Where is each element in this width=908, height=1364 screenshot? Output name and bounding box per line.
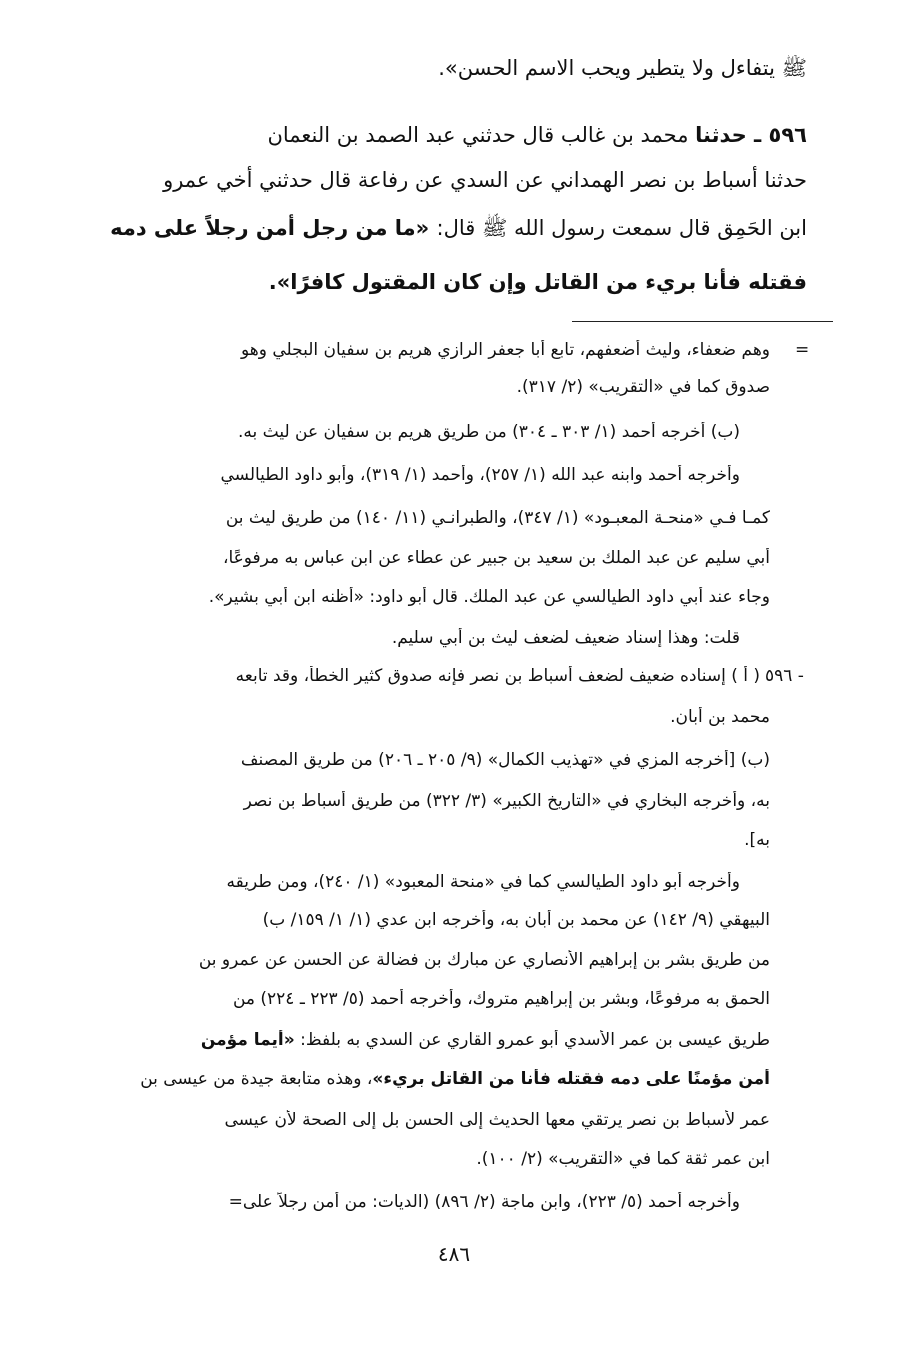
footnote-line: وجاء عند أبي داود الطيالسي عن عبد الملك. قال أبو داود: «أظنه ابن أبي بشير».	[208, 587, 770, 607]
footnote-line: أبي سليم عن عبد الملك بن سعيد بن جبير عن عطاء عن ابن عباس به مرفوعًا،	[222, 548, 770, 568]
footnote-line: كمـا فـي «منحـة المعبـود» (١/ ٣٤٧)، والطبرانـي (١١/ ١٤٠) من طريق ليث بن	[225, 508, 770, 528]
main-line-1	[70, 55, 807, 86]
footnote-line: الحمق به مرفوعًا، وبشر بن إبراهيم متروك، وأخرجه أحمد (٥/ ٢٢٣ ـ ٢٢٤) من	[232, 989, 770, 1009]
main-line-5	[70, 270, 807, 294]
footnote-line: عمر لأسباط بن نصر يرتقي معها الحديث إلى الحسن بل إلى الصحة لأن عيسى	[224, 1110, 770, 1130]
footnote-line: محمد بن أبان.	[670, 707, 770, 727]
hadith-number: ٥٩٦ ـ حدثنا	[695, 123, 807, 147]
main-line-text: ابن الحَمِق قال سمعت رسول الله ﷺ قال:	[436, 216, 807, 240]
footnote-line	[70, 1030, 770, 1050]
footnote-line: قلت: وهذا إسناد ضعيف لضعف ليث بن أبي سليم.	[391, 628, 740, 648]
main-line-3	[70, 168, 807, 192]
footnote-text: ، وهذه متابعة جيدة من عيسى بن	[140, 1069, 373, 1089]
footnote-line	[70, 1069, 770, 1089]
main-line-hadith	[70, 123, 807, 147]
footnote-line: وأخرجه أحمد وابنه عبد الله (١/ ٢٥٧)، وأحمد (١/ ٣١٩)، وأبو داود الطيالسي	[220, 465, 740, 485]
footnote-line: (ب) أخرجه أحمد (١/ ٣٠٣ ـ ٣٠٤) من طريق هريم بن سفيان عن ليث به.	[238, 422, 740, 442]
hadith-quote: «ما من رجل أمن رجلاً على دمه	[110, 216, 437, 240]
footnote-separator	[572, 321, 833, 322]
footnote-line: به، وأخرجه البخاري في «التاريخ الكبير» (٣/ ٣٢٢) من طريق أسباط بن نصر	[243, 791, 770, 811]
footnote-line: ابن عمر ثقة كما في «التقريب» (٢/ ١٠٠).	[476, 1149, 770, 1169]
continuation-marker: =	[795, 340, 810, 360]
footnote-596-marker: ٥٩٦ -	[765, 666, 804, 686]
page-number: ٤٨٦	[437, 1242, 471, 1266]
main-line-text: محمد بن غالب قال حدثني عبد الصمد بن النعمان	[267, 123, 696, 147]
bold-quote: «أيما مؤمن	[200, 1030, 295, 1050]
main-line-text: ﷺ يتفاءل ولا يتطير ويحب الاسم الحسن».	[438, 56, 807, 80]
footnote-line: البيهقي (٩/ ١٤٢) عن محمد بن أبان به، وأخرجه ابن عدي (١/ ١/ ١٥٩/ ب)	[262, 910, 770, 930]
footnote-line: صدوق كما في «التقريب» (٢/ ٣١٧).	[516, 377, 770, 397]
footnote-line: (ب) [أخرجه المزي في «تهذيب الكمال» (٩/ ٢٠٥ ـ ٢٠٦) من طريق المصنف	[240, 750, 770, 770]
footnote-line: وأخرجه أبو داود الطيالسي كما في «منحة المعبود» (١/ ٢٤٠)، ومن طريقه	[226, 872, 740, 892]
main-text	[70, 55, 807, 315]
footnote-text: طريق عيسى بن عمر الأسدي أبو عمرو القاري عن السدي به بلفظ:	[300, 1030, 770, 1050]
main-line-text: فقتله فأنا بريء من القاتل وإن كان المقتول كافرًا».	[268, 270, 807, 294]
main-line-4	[70, 215, 807, 246]
footnote-line: وهم ضعفاء، وليث أضعفهم، تابع أبا جعفر الرازي هريم بن سفيان البجلي وهو	[240, 340, 770, 360]
footnote-line: وأخرجه أحمد (٥/ ٢٢٣)، وابن ماجة (٢/ ٨٩٦) (الديات: من أمن رجلاً على=	[228, 1192, 740, 1212]
footnote-line: ( أ ) إسناده ضعيف لضعف أسباط بن نصر فإنه صدوق كثير الخطأ، وقد تابعه	[235, 666, 760, 686]
footnote-line: به].	[744, 830, 770, 850]
main-line-text: حدثنا أسباط بن نصر الهمداني عن السدي عن رفاعة قال حدثني أخي عمرو	[163, 168, 807, 192]
footnote-line: من طريق بشر بن إبراهيم الأنصاري عن مبارك بن فضالة عن الحسن عن عمرو بن	[198, 950, 770, 970]
bold-quote: أمن مؤمنًا على دمه فقتله فأنا من القاتل بريء»	[372, 1069, 770, 1089]
